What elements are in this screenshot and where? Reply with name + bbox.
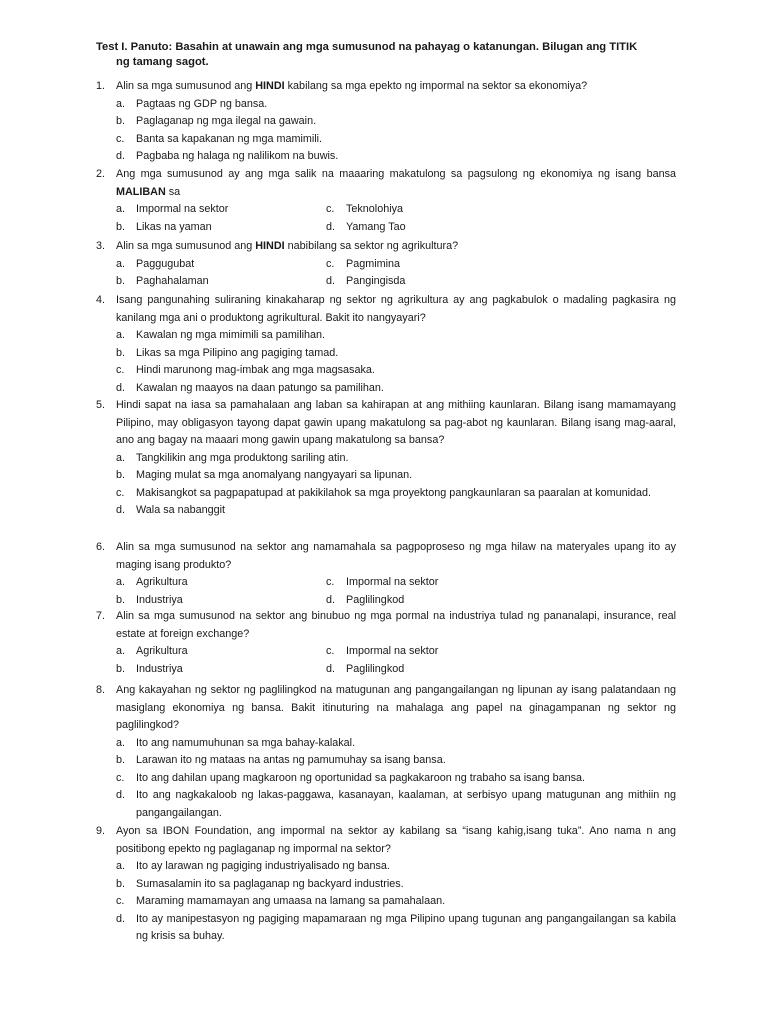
- option-c: c. Ito ang dahilan upang magkaroon ng oportunidad sa pagkakaroon ng trabaho sa isang bansa.: [116, 771, 586, 784]
- question-8: [96, 682, 676, 822]
- option-c: c. Impormal na sektor: [326, 645, 439, 657]
- option-b: b. Likas sa mga Pilipino ang pagiging tamad.: [116, 346, 339, 359]
- test-instructions: [96, 40, 686, 70]
- question-1: [96, 78, 676, 166]
- question-stem: Alin sa mga sumusunod na sektor ang namamahala sa pagpoproseso ng mga hilaw na materyales upang ito ay maging isang produkto?: [116, 541, 676, 571]
- option-list: [116, 735, 676, 823]
- question-number: 7.: [96, 610, 106, 622]
- option-c: c. Pagmimina: [326, 257, 401, 270]
- question-4: [96, 292, 676, 397]
- emphasis: MALIBAN: [116, 185, 166, 198]
- option-c: c. Teknolohiya: [326, 203, 404, 215]
- question-stem: Alin sa mga sumusunod ang HINDI nabibilang sa sektor ng agrikultura?: [116, 240, 459, 252]
- instructions-line-2: ng tamang sagot.: [116, 56, 209, 68]
- question-9: [96, 823, 676, 946]
- question-7: [96, 608, 676, 678]
- option-a: a. Tangkilikin ang mga produktong sariling atin.: [116, 451, 349, 464]
- option-b: b. Sumasalamin ito sa paglaganap ng backyard industries.: [116, 877, 404, 890]
- option-d: d. Pangingisda: [326, 275, 406, 287]
- option-c: c. Maraming mamamayan ang umaasa na lamang sa pamahalaan.: [116, 895, 446, 907]
- option-list: [116, 643, 676, 678]
- option-c: c. Banta sa kapakanan ng mga mamimili.: [116, 132, 323, 145]
- option-d: d. Yamang Tao: [326, 220, 406, 233]
- option-list: [116, 201, 676, 236]
- option-list: [116, 256, 676, 291]
- question-number: 2.: [96, 168, 106, 180]
- question-3: [96, 238, 676, 291]
- option-a: a. Kawalan ng mga mimimili sa pamilihan.: [116, 329, 326, 341]
- question-stem: Alin sa mga sumusunod na sektor ang binubuo ng mga pormal na industriya tulad ng pananalapi, insurance, real estate at foreign exchange?: [116, 610, 676, 640]
- option-b: b. Likas na yaman: [116, 220, 212, 233]
- option-b: b. Paglaganap ng mga ilegal na gawain.: [116, 115, 317, 127]
- question-stem: Ayon sa IBON Foundation, ang impormal na sektor ay kabilang sa “isang kahig,isang tuka”. Ano nama n ang positibong epekto ng paglaganap ng impormal na sektor?: [116, 825, 676, 855]
- option-d: d. Pagbaba ng halaga ng nalilikom na buwis.: [116, 150, 339, 162]
- option-d: d. Ito ang nagkakaloob ng lakas-paggawa, kasanayan, kaalaman, at serbisyo upang matugunan ang mithiin ng pangangailangan.: [116, 789, 676, 819]
- option-b: b. Larawan ito ng mataas na antas ng pamumuhay sa isang bansa.: [116, 754, 446, 766]
- option-c: c. Makisangkot sa pagpapatupad at pakikilahok sa mga proyektong pangkaunlaran sa paaralan at komunidad.: [116, 486, 651, 499]
- option-d: d. Wala sa nabanggit: [116, 504, 226, 516]
- question-number: 1.: [96, 80, 106, 92]
- question-number: 6.: [96, 541, 106, 553]
- option-list: [116, 96, 676, 166]
- option-b: b. Industriya: [116, 593, 183, 606]
- option-list: [116, 858, 676, 946]
- option-a: a. Impormal na sektor: [116, 203, 229, 215]
- question-6: [96, 539, 676, 609]
- option-a: a. Agrikultura: [116, 576, 188, 588]
- option-d: d. Kawalan ng maayos na daan patungo sa pamilihan.: [116, 381, 384, 394]
- instructions-line-1: Test I. Panuto: Basahin at unawain ang mga sumusunod na pahayag o katanungan. Bilugan ang TITIK: [96, 41, 638, 53]
- question-number: 5.: [96, 399, 106, 411]
- question-stem: Ang mga sumusunod ay ang mga salik na maaaring makatulong sa pagsulong ng ekonomiya ng isang bansa MALIBAN sa: [116, 168, 676, 198]
- question-number: 9.: [96, 825, 106, 837]
- option-a: a. Ito ang namumuhunan sa mga bahay-kalakal.: [116, 736, 356, 749]
- option-a: a. Agrikultura: [116, 645, 188, 657]
- option-b: b. Industriya: [116, 662, 183, 675]
- question-number: 3.: [96, 240, 106, 252]
- option-b: b. Maging mulat sa mga anomalyang nangyayari sa lipunan.: [116, 469, 413, 481]
- question-stem: Hindi sapat na iasa sa pamahalaan ang laban sa kahirapan at ang mithiing kaunlaran. Bilang isang mamamayang Pilipino, may obligasyon tayong dapat gawin upang makatulong sa pag-abot ng kaunlaran. Bilang isang mag-aaral, ano ang bagay na maaari mong gawin upang makatulong sa bansa?: [116, 399, 676, 446]
- option-d: d. Paglilingkod: [326, 662, 405, 675]
- option-list: [116, 327, 676, 397]
- emphasis: HINDI: [255, 80, 285, 92]
- question-stem: Isang pangunahing suliraning kinakaharap ng sektor ng agrikultura ay ang pagkabulok o madaling pagkasira ng kanilang mga ani o produktong agrikultural. Bakit ito nangyayari?: [116, 294, 676, 324]
- option-list: [116, 450, 676, 520]
- option-d: d. Paglilingkod: [326, 593, 405, 606]
- option-a: a. Pagtaas ng GDP ng bansa.: [116, 97, 268, 110]
- question-stem: Alin sa mga sumusunod ang HINDI kabilang sa mga epekto ng impormal na sektor sa ekonomiya?: [116, 80, 588, 92]
- question-5: [96, 397, 676, 520]
- option-c: c. Impormal na sektor: [326, 576, 439, 588]
- question-stem: Ang kakayahan ng sektor ng paglilingkod na matugunan ang pangangailangan ng lipunan ay isang palatandaan ng masiglang ekonomiya ng bansa. Bakit itinuturing na mahalaga ang papel na ginagampanan ng sektor ng paglilingkod?: [116, 684, 676, 731]
- option-list: [116, 574, 676, 609]
- option-a: a. Paggugubat: [116, 257, 195, 270]
- option-b: b. Paghahalaman: [116, 275, 209, 287]
- option-d: d. Ito ay manipestasyon ng pagiging mapamaraan ng mga Pilipino upang tugunan ang pangangailangan sa kabila ng krisis sa buhay.: [116, 912, 676, 942]
- option-a: a. Ito ay larawan ng pagiging industriyalisado ng bansa.: [116, 860, 390, 872]
- emphasis: HINDI: [255, 240, 285, 252]
- question-2: [96, 166, 676, 236]
- option-c: c. Hindi marunong mag-imbak ang mga magsasaka.: [116, 364, 375, 376]
- question-number: 8.: [96, 684, 106, 696]
- question-number: 4.: [96, 294, 106, 306]
